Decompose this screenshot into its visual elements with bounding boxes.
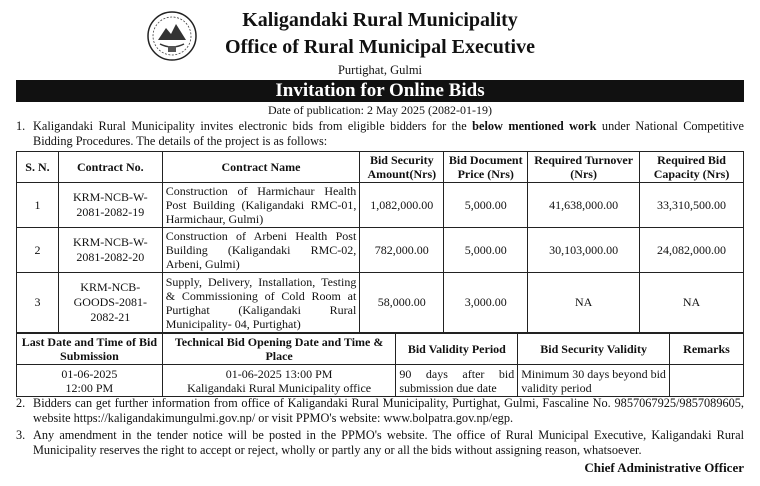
column-header: Required Turnover (Nrs) [528, 152, 640, 183]
cell-contract-name: Supply, Delivery, Installation, Testing & Commissioning of Cold Room at Purtighat (Kaligandaki Rural Municipality- 04, Purtighat) [162, 273, 360, 333]
paragraph-2 [16, 396, 744, 426]
table-row [17, 228, 744, 273]
table-row [17, 365, 744, 397]
publication-date: Date of publication: 2 May 2025 (2082-01-19) [268, 103, 492, 117]
column-header: S. N. [17, 152, 59, 183]
cell-remarks [670, 365, 744, 397]
column-header: Contract Name [162, 152, 360, 183]
cell-doc-price: 5,000.00 [444, 228, 528, 273]
cell-sn: 1 [17, 183, 59, 228]
cell-last-date [17, 365, 163, 397]
opening-time-text: 01-06-2025 13:00 PM [225, 366, 333, 381]
cell-contract-no: KRM-NCB-GOODS-2081-2082-21 [58, 273, 162, 333]
paragraph-text: Any amendment in the tender notice will be posted in the PPMO's website. The office of Rural Municipal Executive, Kaligandaki Rural Municipality reserves the right to accept or reject, wholly or partly any or all the bids without assigning reason, whatsoever. [33, 428, 744, 457]
cell-capacity: 24,082,000.00 [640, 228, 744, 273]
column-header: Bid Security Amount(Nrs) [360, 152, 444, 183]
paragraph-text: under National Competitive Bidding Procedures. The details of the project is as follows: [33, 119, 744, 148]
cell-doc-price: 3,000.00 [444, 273, 528, 333]
cell-doc-price: 5,000.00 [444, 183, 528, 228]
table-header-row [17, 334, 744, 365]
org-name: Kaligandaki Rural Municipality [242, 9, 518, 31]
cell-contract-no: KRM-NCB-W-2081-2082-19 [58, 183, 162, 228]
paragraph-1 [16, 119, 744, 149]
cell-sn: 3 [17, 273, 59, 333]
cell-contract-name: Construction of Harmichaur Health Post Building (Kaligandaki RMC-01, Harmichaur, Gulmi) [162, 183, 360, 228]
signature-title: Chief Administrative Officer [584, 460, 744, 475]
cell-bid-security: 1,082,000.00 [360, 183, 444, 228]
cell-sn: 2 [17, 228, 59, 273]
column-header: Bid Document Price (Nrs) [444, 152, 528, 183]
contracts-table [16, 151, 744, 333]
paragraph-number: 1. [16, 119, 26, 133]
opening-place-text: Kaligandaki Rural Municipality office [187, 380, 372, 395]
cell-capacity: NA [640, 273, 744, 333]
paragraph-text: Kaligandaki Rural Municipality invites electronic bids from eligible bidders for the [33, 119, 473, 133]
org-address: Purtighat, Gulmi [337, 63, 423, 77]
last-time-text: 12:00 PM [65, 380, 114, 395]
cell-bid-validity: 90 days after bid submission due date [396, 365, 518, 397]
paragraph-number: 2. [16, 396, 26, 410]
office-name: Office of Rural Municipal Executive [225, 36, 535, 58]
table-row [17, 273, 744, 333]
paragraph-text: Bidders can get further information from office of Kaligandaki Rural Municipality, Purtighat, Gulmi, Fascaline No. 9857067925/9857089605, website https://kaligandakimungulmi.gov.np/ or visit PPMO's website: www.bolpatra.gov.np/egp. [33, 396, 744, 425]
paragraph-number: 3. [16, 428, 26, 442]
letterhead [0, 0, 760, 84]
cell-contract-name: Construction of Arbeni Health Post Building (Kaligandaki RMC-02, Arbeni, Gulmi) [162, 228, 360, 273]
cell-bid-security: 782,000.00 [360, 228, 444, 273]
table-header-row [17, 152, 744, 183]
schedule-table [16, 333, 744, 397]
column-header: Bid Validity Period [396, 334, 518, 365]
cell-opening [162, 365, 396, 397]
cell-bid-security: 58,000.00 [360, 273, 444, 333]
column-header: Contract No. [58, 152, 162, 183]
last-date-text: 01-06-2025 [61, 366, 118, 381]
paragraph-bold-text: below mentioned work [472, 119, 597, 133]
cell-security-validity: Minimum 30 days beyond bid validity period [518, 365, 670, 397]
table-row [17, 183, 744, 228]
column-header: Remarks [670, 334, 744, 365]
column-header: Last Date and Time of Bid Submission [17, 334, 163, 365]
column-header: Technical Bid Opening Date and Time & Place [162, 334, 396, 365]
cell-contract-no: KRM-NCB-W-2081-2082-20 [58, 228, 162, 273]
notice-title: Invitation for Online Bids [16, 80, 744, 102]
paragraph-3 [16, 428, 744, 458]
column-header: Bid Security Validity [518, 334, 670, 365]
cell-turnover: 30,103,000.00 [528, 228, 640, 273]
cell-turnover: 41,638,000.00 [528, 183, 640, 228]
cell-capacity: 33,310,500.00 [640, 183, 744, 228]
column-header: Required Bid Capacity (Nrs) [640, 152, 744, 183]
cell-turnover: NA [528, 273, 640, 333]
